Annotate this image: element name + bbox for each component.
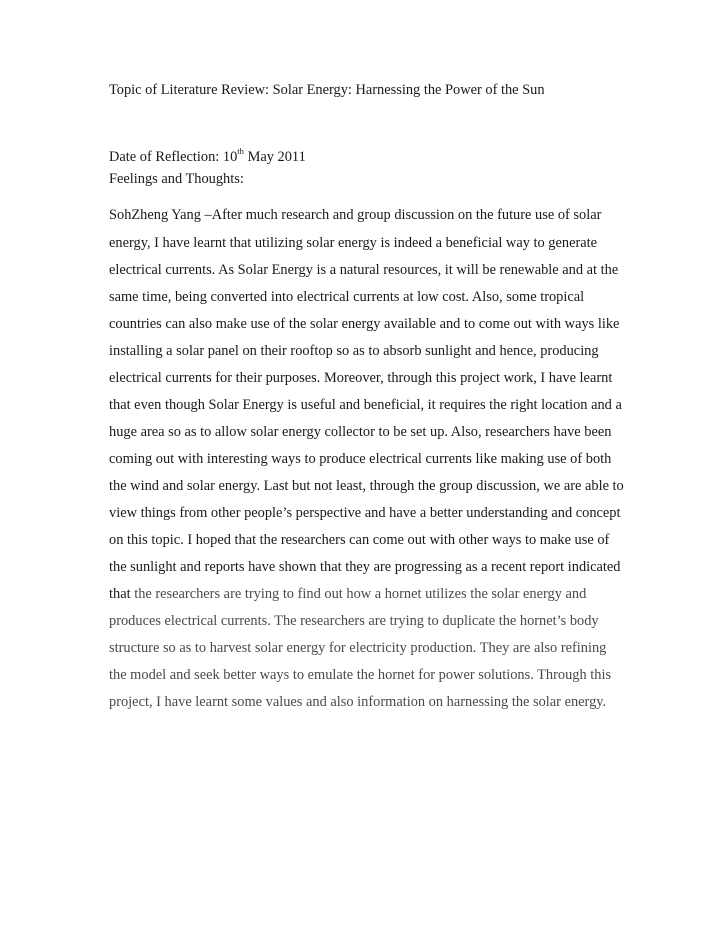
paragraph-line: that even though Solar Energy is useful and beneficial, it requires the right location and a [109, 397, 622, 413]
date-label: Date of Reflection: 10 [109, 149, 238, 165]
paragraph-line: project, I have learnt some values and also information on harnessing the solar energy. [109, 694, 607, 710]
paragraph-line: structure so as to harvest solar energy for electricity production. They are also refining [109, 640, 607, 656]
feelings-heading: Feelings and Thoughts: [109, 171, 244, 187]
paragraph-line: view things from other people’s perspective and have a better understanding and concept [109, 505, 621, 521]
paragraph-line: the wind and solar energy. Last but not least, through the group discussion, we are able to [109, 478, 624, 494]
paragraph-line: on this topic. I hoped that the researchers can come out with other ways to make use of [109, 532, 610, 548]
mixed-line-gray-text: the researchers are trying to find out how a hornet utilizes the solar energy and [130, 586, 587, 602]
paragraph-line: installing a solar panel on their rooftop so as to absorb sunlight and hence, producing [109, 343, 599, 359]
mixed-line-dark-text: that [109, 586, 131, 602]
date-line [109, 148, 306, 166]
topic-line: Topic of Literature Review: Solar Energy: Harnessing the Power of the Sun [109, 82, 545, 98]
paragraph-line: energy, I have learnt that utilizing solar energy is indeed a beneficial way to generate [109, 235, 598, 251]
paragraph-line: huge area so as to allow solar energy collector to be set up. Also, researchers have been [109, 424, 612, 440]
date-rest: May 2011 [243, 149, 306, 165]
paragraph-line: produces electrical currents. The researchers are trying to duplicate the hornet’s body [109, 613, 599, 629]
paragraph-line: the model and seek better ways to emulate the hornet for power solutions. Through this [109, 667, 612, 683]
paragraph-line: countries can also make use of the solar energy available and to come out with ways like [109, 316, 620, 332]
paragraph-line: the sunlight and reports have shown that they are progressing as a recent report indicated [109, 559, 621, 575]
paragraph-line: electrical currents. As Solar Energy is a natural resources, it will be renewable and at the [109, 262, 619, 278]
date-superscript: th [237, 146, 244, 157]
paragraph-line-mixed [109, 585, 586, 603]
paragraph-line: same time, being converted into electrical currents at low cost. Also, some tropical [109, 289, 585, 305]
paragraph-line: coming out with interesting ways to produce electrical currents like making use of both [109, 451, 612, 467]
paragraph-line: SohZheng Yang –After much research and group discussion on the future use of solar [109, 207, 602, 223]
paragraph-line: electrical currents for their purposes. Moreover, through this project work, I have learnt [109, 370, 613, 386]
